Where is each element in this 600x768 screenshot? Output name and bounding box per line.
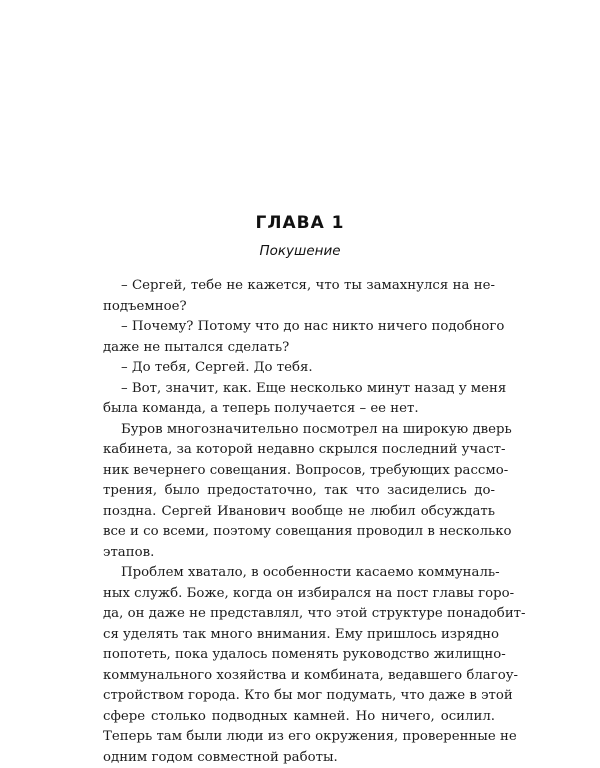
text-line: ся уделять так много внимания. Ему пришлось изрядно <box>103 626 500 642</box>
text-line: кабинета, за которой недавно скрылся последний участ- <box>103 442 506 457</box>
text-line: одним годом совместной работы. <box>103 749 338 765</box>
text-line: ных служб. Боже, когда он избирался на пост главы горо- <box>103 585 515 601</box>
text-line: даже не пытался сделать? <box>103 339 290 355</box>
text-line: все и со всеми, поэтому совещания проводил в несколько <box>103 524 512 539</box>
text-line: Теперь там были люди из его окружения, проверенные не <box>103 729 517 744</box>
text-line: да, он даже не представлял, что этой структуре понадобит- <box>103 606 526 621</box>
text-line: – Почему? Потому что до нас никто ничего подобного <box>121 319 505 334</box>
text-line: подъемное? <box>103 298 187 314</box>
chapter-subtitle: Покушение <box>259 243 341 259</box>
text-line: была команда, а теперь получается – ее нет. <box>103 401 419 416</box>
text-line: попотеть, пока удалось поменять руководство жилищно- <box>103 647 506 662</box>
text-line: ник вечернего совещания. Вопросов, требующих рассмо- <box>103 462 509 478</box>
text-line: – До тебя, Сергей. До тебя. <box>121 360 313 375</box>
text-line: трения, было предостаточно, так что засиделись до- <box>103 483 495 498</box>
text-line: поздна. Сергей Иванович вообще не любил обсуждать <box>103 503 495 519</box>
text-line: сфере столько подводных камней. Но ничего, осилил. <box>103 708 495 724</box>
text-line: – Сергей, тебе не кажется, что ты замахнулся на не- <box>121 278 495 293</box>
text-line: стройством города. Кто бы мог подумать, что даже в этой <box>103 688 513 703</box>
text-line: коммунального хозяйства и комбината, ведавшего благоу- <box>103 667 519 683</box>
chapter-title: ГЛАВА 1 <box>255 213 345 233</box>
text-line: Проблем хватало, в особенности касаемо коммуналь- <box>121 565 500 580</box>
text-line: этапов. <box>103 544 155 560</box>
text-line: Буров многозначительно посмотрел на широкую дверь <box>121 421 512 437</box>
text-line: – Вот, значит, как. Еще несколько минут назад у меня <box>121 380 507 396</box>
